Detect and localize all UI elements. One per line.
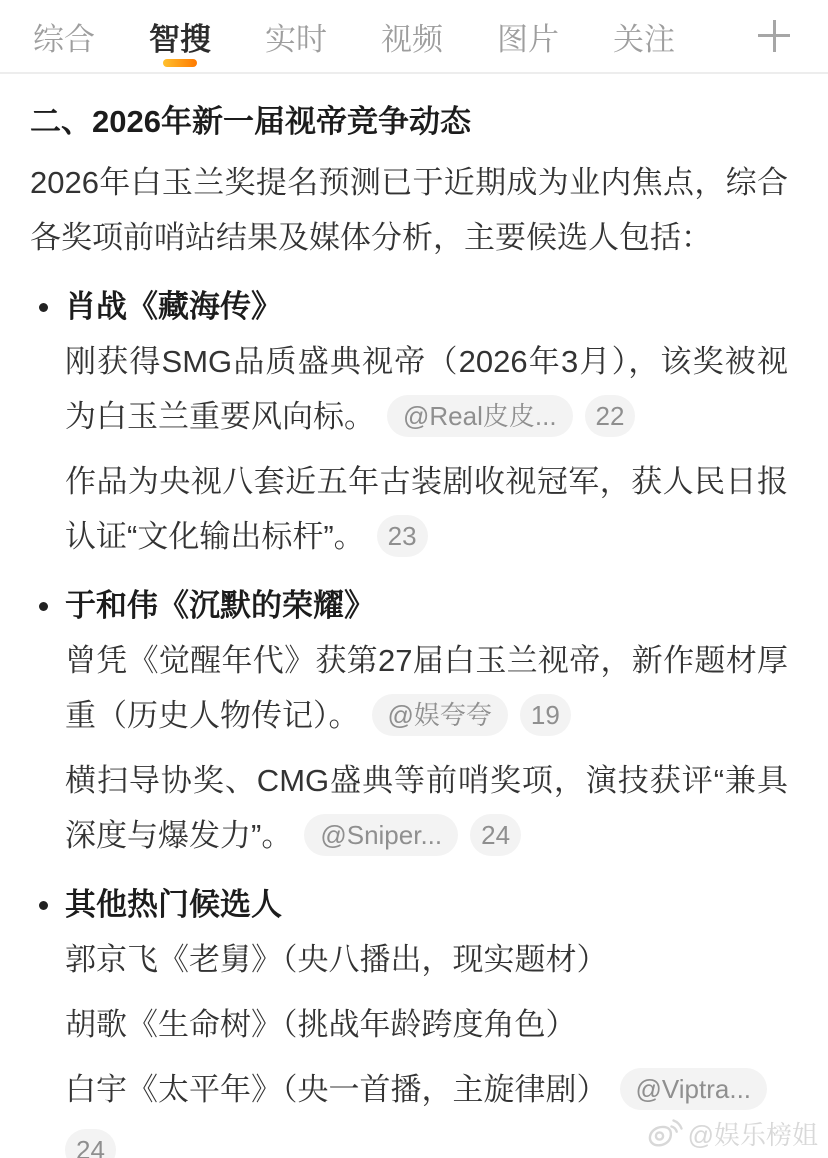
citation-badge[interactable]: 24: [65, 1129, 116, 1158]
citation-badge[interactable]: 23: [377, 515, 428, 557]
citation-line: [65, 1127, 788, 1158]
tab-label: 视频: [381, 21, 443, 57]
tab-zonghe[interactable]: [33, 0, 95, 72]
candidate-list: [30, 279, 788, 1158]
candidate-detail: [65, 334, 788, 444]
citation-badge[interactable]: 19: [520, 694, 571, 736]
candidate-detail: [65, 753, 788, 863]
add-tab-button[interactable]: [754, 0, 794, 72]
source-pill[interactable]: @娱夸夸: [372, 694, 508, 736]
detail-text: 白宇《太平年》（央一首播，主旋律剧）: [65, 1072, 608, 1107]
candidate-detail: [65, 997, 788, 1052]
citation-badge[interactable]: 22: [585, 395, 636, 437]
tab-label: 关注: [613, 21, 675, 57]
tab-label: 图片: [497, 21, 559, 57]
tab-label: 智搜: [149, 21, 211, 57]
intro-paragraph: 2026年白玉兰奖提名预测已于近期成为业内焦点，综合各奖项前哨站结果及媒体分析，主要候选人包括：: [30, 165, 788, 255]
detail-text: 作品为央视八套近五年古装剧收视冠军，获人民日报认证“文化输出标杆”。: [65, 464, 788, 554]
candidate-detail: [65, 454, 788, 564]
bullet-icon: [39, 602, 48, 611]
bullet-icon: [39, 901, 48, 910]
source-pill[interactable]: @Sniper...: [304, 814, 458, 856]
tab-active-underline: [163, 59, 197, 67]
list-item: [30, 877, 788, 1158]
tab-label: 实时: [265, 21, 327, 57]
candidate-name: 于和伟《沉默的荣耀》: [65, 588, 375, 623]
source-pill[interactable]: @Viptra...: [620, 1068, 768, 1110]
source-pill[interactable]: @Real皮皮...: [387, 395, 573, 437]
tab-zhisou[interactable]: [149, 0, 211, 72]
plus-icon: [758, 20, 790, 52]
candidate-detail: [65, 1062, 788, 1117]
tab-guanzhu[interactable]: [613, 0, 675, 72]
detail-text: 郭京飞《老舅》（央八播出，现实题材）: [65, 942, 608, 977]
detail-text: 横扫导协奖、CMG盛典等前哨奖项，演技获评“兼具深度与爆发力”。: [65, 763, 788, 853]
citation-badge[interactable]: 24: [470, 814, 521, 856]
detail-text: 刚获得SMG品质盛典视帝（2026年3月），该奖被视为白玉兰重要风向标。: [65, 344, 788, 434]
candidate-detail: [65, 633, 788, 743]
candidate-detail: [65, 932, 788, 987]
watermark-label: @娱乐榜姐: [687, 1120, 818, 1150]
tab-shipin[interactable]: [381, 0, 443, 72]
list-item: [30, 279, 788, 564]
detail-text: 曾凭《觉醒年代》获第27届白玉兰视帝，新作题材厚重（历史人物传记）。: [65, 643, 788, 733]
detail-text: 胡歌《生命树》（挑战年龄跨度角色）: [65, 1007, 577, 1042]
candidate-name: 肖战《藏海传》: [65, 289, 282, 324]
tab-shishi[interactable]: [265, 0, 327, 72]
candidate-name: 其他热门候选人: [65, 887, 282, 922]
section-heading: 二、2026年新一届视帝竞争动态: [30, 104, 471, 139]
ai-search-answer: [0, 74, 828, 1158]
search-tab-bar: [0, 0, 828, 74]
list-item: [30, 578, 788, 863]
bullet-icon: [39, 303, 48, 312]
tab-label: 综合: [33, 21, 95, 57]
tab-tupian[interactable]: [497, 0, 559, 72]
